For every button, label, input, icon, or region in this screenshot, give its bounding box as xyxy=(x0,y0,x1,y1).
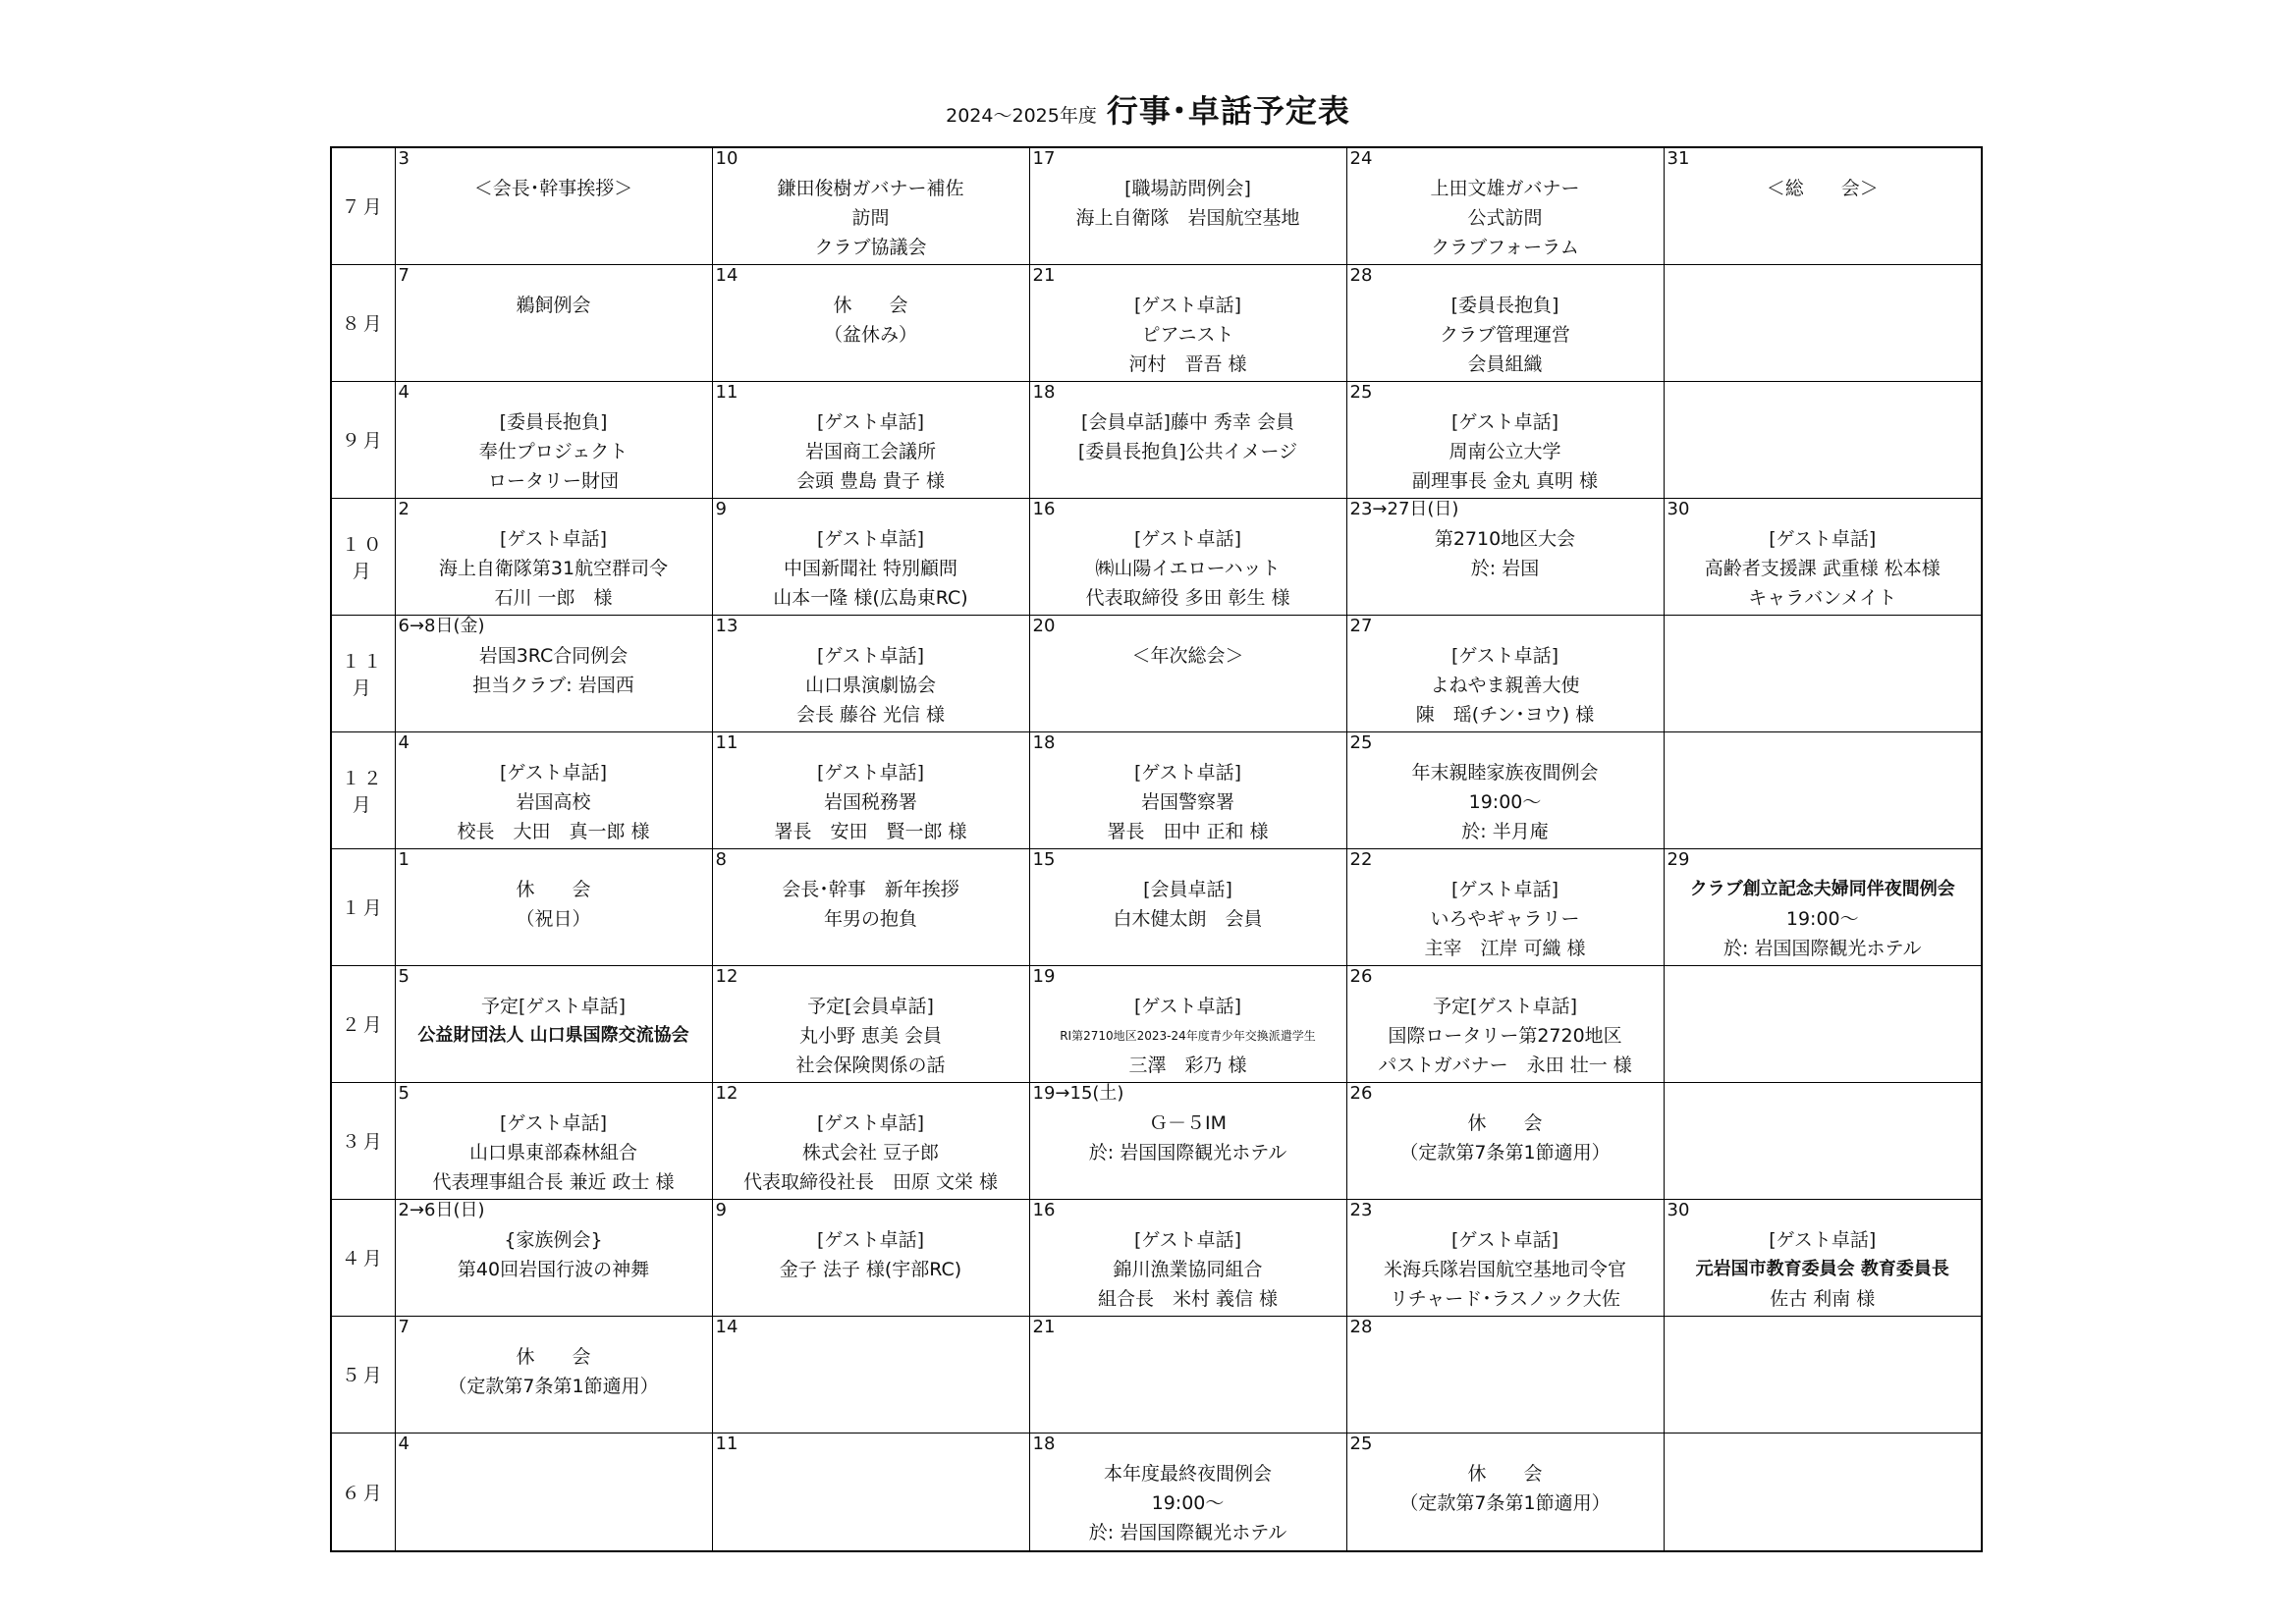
schedule-cell xyxy=(395,1433,712,1551)
event-line: [委員長抱負] xyxy=(1450,294,1559,316)
meeting-date: 26 xyxy=(1349,965,1373,987)
event-line: [ゲスト卓話] xyxy=(1450,644,1559,667)
meeting-date: 4 xyxy=(398,1433,410,1454)
event-line: 代表理事組合長 兼近 政士 様 xyxy=(432,1170,675,1193)
event-line: [会員卓話] xyxy=(1143,878,1232,900)
schedule-body xyxy=(331,147,1982,1551)
month-label: ９月 xyxy=(331,381,395,498)
event-line: 佐古 利南 様 xyxy=(1770,1287,1876,1310)
meeting-date: 14 xyxy=(715,1316,738,1337)
event-line: [ゲスト卓話] xyxy=(1133,1228,1242,1251)
month-label: ７月 xyxy=(331,147,395,264)
schedule-cell xyxy=(712,965,1029,1082)
month-row xyxy=(331,498,1982,615)
month-label: ８月 xyxy=(331,264,395,381)
meeting-date: 9 xyxy=(715,1199,727,1220)
schedule-cell xyxy=(1346,615,1664,731)
schedule-cell xyxy=(1346,498,1664,615)
event-line: 山本一隆 様(広島東RC) xyxy=(773,586,968,609)
schedule-cell xyxy=(1664,965,1982,1082)
event-line: [ゲスト卓話] xyxy=(816,761,925,784)
event-line: 代表取締役社長 田原 文栄 様 xyxy=(742,1170,999,1193)
meeting-date: 19→15(土) xyxy=(1032,1082,1124,1104)
meeting-date: 4 xyxy=(398,731,410,753)
month-row xyxy=(331,1316,1982,1433)
schedule-cell xyxy=(1346,381,1664,498)
meeting-date: 2→6日(日) xyxy=(398,1199,485,1220)
schedule-cell xyxy=(1029,1199,1346,1316)
month-label: ２月 xyxy=(331,965,395,1082)
month-row xyxy=(331,147,1982,264)
schedule-cell xyxy=(1346,965,1664,1082)
event-line: [職場訪問例会] xyxy=(1124,178,1251,199)
schedule-cell xyxy=(1029,1082,1346,1199)
meeting-date: 31 xyxy=(1667,148,1690,169)
meeting-date: 29 xyxy=(1667,848,1690,870)
meeting-date: 27 xyxy=(1349,615,1373,636)
schedule-cell xyxy=(712,381,1029,498)
event-line: （祝日） xyxy=(516,907,591,930)
event-line: 主宰 江岸 可織 様 xyxy=(1424,937,1586,959)
schedule-cell xyxy=(712,498,1029,615)
meeting-date: 23→27日(日) xyxy=(1349,498,1459,519)
schedule-cell xyxy=(1346,1316,1664,1433)
month-label: ５月 xyxy=(331,1316,395,1433)
event-line: 本年度最終夜間例会 xyxy=(1103,1462,1272,1485)
event-line: 金子 法子 様(宇部RC) xyxy=(779,1258,962,1280)
event-line: 上田文雄ガバナー xyxy=(1430,178,1580,199)
event-line: 校長 大田 真一郎 様 xyxy=(457,820,650,842)
schedule-cell xyxy=(395,1199,712,1316)
schedule-cell xyxy=(712,1082,1029,1199)
month-row xyxy=(331,848,1982,965)
event-line: 休 会 xyxy=(516,1345,591,1368)
event-line: 岩国警察署 xyxy=(1140,790,1234,813)
event-line: 第40回岩国行波の神舞 xyxy=(457,1258,650,1280)
event-line: [ゲスト卓話] xyxy=(1450,410,1559,433)
schedule-cell xyxy=(1346,848,1664,965)
event-line: Ｇ－５IM xyxy=(1149,1111,1227,1134)
meeting-date: 12 xyxy=(715,1082,738,1104)
event-line: クラブ協議会 xyxy=(814,237,927,258)
event-line: パストガバナー 永田 壮一 様 xyxy=(1378,1054,1632,1076)
event-line: 年男の抱負 xyxy=(823,907,917,930)
event-line: 鎌田俊樹ガバナー補佐 xyxy=(777,178,964,199)
event-line: 会長･幹事 新年挨拶 xyxy=(782,878,959,900)
event-line: 中国新聞社 特別顧問 xyxy=(783,557,958,579)
schedule-cell xyxy=(1664,264,1982,381)
meeting-date: 7 xyxy=(398,1316,410,1337)
meeting-date: 19 xyxy=(1032,965,1056,987)
event-line: 予定[ゲスト卓話] xyxy=(480,995,627,1017)
schedule-cell xyxy=(712,1316,1029,1433)
schedule-cell xyxy=(1664,848,1982,965)
month-row xyxy=(331,1082,1982,1199)
event-line: 第2710地区大会 xyxy=(1434,527,1576,550)
schedule-cell xyxy=(395,965,712,1082)
event-line: 山口県演劇協会 xyxy=(804,674,936,696)
event-line: 於: 岩国 xyxy=(1470,557,1540,579)
event-line: 陳 瑶(チン･ヨウ) 様 xyxy=(1415,703,1595,726)
event-line: 鵜飼例会 xyxy=(516,294,591,316)
schedule-cell xyxy=(1346,1433,1664,1551)
schedule-cell xyxy=(395,848,712,965)
schedule-cell xyxy=(712,731,1029,848)
event-line: 於: 岩国国際観光ホテル xyxy=(1723,937,1922,959)
event-line: （定款第7条第1節適用） xyxy=(1399,1491,1611,1514)
meeting-date: 28 xyxy=(1349,1316,1373,1337)
event-line: クラブフォーラム xyxy=(1431,237,1579,258)
event-line: ロータリー財団 xyxy=(487,469,619,492)
event-line: ㈱山陽イエローハット xyxy=(1095,557,1281,579)
meeting-date: 16 xyxy=(1032,1199,1056,1220)
meeting-date: 30 xyxy=(1667,498,1690,519)
month-label: ４月 xyxy=(331,1199,395,1316)
event-line: リチャード･ラスノック大佐 xyxy=(1390,1287,1620,1310)
meeting-date: 18 xyxy=(1032,731,1056,753)
schedule-cell xyxy=(712,147,1029,264)
event-line: [ゲスト卓話] xyxy=(1133,294,1242,316)
event-line: 代表取締役 多田 彰生 様 xyxy=(1085,586,1290,609)
event-line: [ゲスト卓話] xyxy=(499,527,608,550)
event-line: 公式訪問 xyxy=(1467,207,1543,229)
event-line: クラブ創立記念夫婦同伴夜間例会 xyxy=(1689,878,1955,899)
event-line: 19:00～ xyxy=(1785,907,1859,930)
event-line: 公益財団法人 山口県国際交流協会 xyxy=(417,1024,689,1046)
event-line: 於: 岩国国際観光ホテル xyxy=(1088,1141,1287,1163)
meeting-date: 30 xyxy=(1667,1199,1690,1220)
event-line: 国際ロータリー第2720地区 xyxy=(1388,1024,1622,1047)
meeting-date: 1 xyxy=(398,848,410,870)
event-line: RI第2710地区2023-24年度青少年交換派遣学生 xyxy=(1060,1028,1316,1043)
event-line: 休 会 xyxy=(1467,1462,1543,1485)
meeting-date: 20 xyxy=(1032,615,1056,636)
meeting-date: 26 xyxy=(1349,1082,1373,1104)
event-line: （定款第7条第1節適用） xyxy=(1399,1141,1611,1163)
event-line: （盆休み） xyxy=(823,323,917,346)
event-line: 岩国高校 xyxy=(516,790,591,813)
month-row xyxy=(331,381,1982,498)
month-label: １月 xyxy=(331,848,395,965)
event-line: 担当クラブ: 岩国西 xyxy=(472,674,634,696)
event-line: 署長 安田 賢一郎 様 xyxy=(774,820,967,842)
schedule-cell xyxy=(395,1316,712,1433)
event-line: 海上自衛隊 岩国航空基地 xyxy=(1075,207,1300,229)
event-line: 河村 晋吾 様 xyxy=(1128,352,1247,375)
event-line: [会員卓話]藤中 秀幸 会員 xyxy=(1081,410,1294,433)
schedule-cell xyxy=(712,615,1029,731)
schedule-cell xyxy=(1346,264,1664,381)
event-line: 岩国3RC合同例会 xyxy=(478,644,629,667)
meeting-date: 11 xyxy=(715,731,738,753)
meeting-date: 21 xyxy=(1032,1316,1056,1337)
event-line: 会長 藤谷 光信 様 xyxy=(795,703,946,726)
event-line: 高齢者支援課 武重様 松本様 xyxy=(1704,557,1941,579)
event-line: ピアニスト xyxy=(1141,323,1234,346)
month-row xyxy=(331,1199,1982,1316)
schedule-cell xyxy=(712,848,1029,965)
meeting-date: 11 xyxy=(715,381,738,403)
event-line: ＜会長･幹事挨拶＞ xyxy=(473,178,633,199)
meeting-date: 16 xyxy=(1032,498,1056,519)
event-line: 於: 半月庵 xyxy=(1461,820,1549,842)
meeting-date: 12 xyxy=(715,965,738,987)
month-row xyxy=(331,965,1982,1082)
event-line: 予定[会員卓話] xyxy=(807,995,934,1017)
event-line: 会頭 豊島 貴子 様 xyxy=(795,469,946,492)
month-row xyxy=(331,731,1982,848)
schedule-cell xyxy=(1664,381,1982,498)
event-line: 社会保険関係の話 xyxy=(795,1054,946,1076)
schedule-cell xyxy=(1029,498,1346,615)
schedule-cell xyxy=(1346,147,1664,264)
event-line: 於: 岩国国際観光ホテル xyxy=(1088,1521,1287,1543)
schedule-cell xyxy=(1664,147,1982,264)
schedule-cell xyxy=(395,731,712,848)
schedule-cell xyxy=(1346,1199,1664,1316)
meeting-date: 14 xyxy=(715,264,738,286)
event-line: 石川 一郎 様 xyxy=(494,586,613,609)
event-line: 周南公立大学 xyxy=(1449,440,1561,462)
event-line: [ゲスト卓話] xyxy=(816,410,925,433)
event-line: [ゲスト卓話] xyxy=(1450,878,1559,900)
month-label: １０月 xyxy=(331,498,395,615)
event-line: 会員組織 xyxy=(1467,352,1543,375)
schedule-cell xyxy=(1346,1082,1664,1199)
meeting-date: 4 xyxy=(398,381,410,403)
month-label: １１月 xyxy=(331,615,395,731)
schedule-cell xyxy=(395,498,712,615)
meeting-date: 10 xyxy=(715,148,738,169)
fiscal-year-label: 2024～2025年度 xyxy=(946,105,1097,127)
schedule-cell xyxy=(1664,1199,1982,1316)
event-line: 白木健太朗 会員 xyxy=(1113,907,1263,930)
event-line: ＜総 会＞ xyxy=(1766,178,1879,199)
meeting-date: 9 xyxy=(715,498,727,519)
schedule-cell xyxy=(395,381,712,498)
schedule-cell xyxy=(395,264,712,381)
meeting-date: 25 xyxy=(1349,1433,1373,1454)
event-line: [委員長抱負]公共イメージ xyxy=(1077,440,1298,462)
schedule-cell xyxy=(1029,1316,1346,1433)
event-line: 奉仕プロジェクト xyxy=(478,440,629,462)
meeting-date: 18 xyxy=(1032,381,1056,403)
schedule-cell xyxy=(712,264,1029,381)
meeting-date: 6→8日(金) xyxy=(398,615,485,636)
meeting-date: 13 xyxy=(715,615,738,636)
meeting-date: 28 xyxy=(1349,264,1373,286)
meeting-date: 15 xyxy=(1032,848,1056,870)
schedule-cell xyxy=(395,147,712,264)
schedule-cell xyxy=(712,1433,1029,1551)
event-line: よねやま親善大使 xyxy=(1430,674,1580,696)
event-line: 錦川漁業協同組合 xyxy=(1113,1258,1263,1280)
event-line: （定款第7条第1節適用） xyxy=(448,1375,659,1397)
meeting-date: 22 xyxy=(1349,848,1373,870)
event-line: 山口県東部森林組合 xyxy=(468,1141,637,1163)
month-label: ３月 xyxy=(331,1082,395,1199)
event-line: [ゲスト卓話] xyxy=(1450,1228,1559,1251)
event-line: 休 会 xyxy=(833,294,908,316)
event-line: クラブ管理運営 xyxy=(1439,323,1570,346)
meeting-date: 11 xyxy=(715,1433,738,1454)
event-line: [ゲスト卓話] xyxy=(499,1111,608,1134)
event-line: 訪問 xyxy=(851,207,890,229)
schedule-cell xyxy=(1664,1433,1982,1551)
event-line: 三澤 彩乃 様 xyxy=(1128,1054,1247,1076)
meeting-date: 5 xyxy=(398,1082,410,1104)
schedule-cell xyxy=(1664,498,1982,615)
event-line: [ゲスト卓話] xyxy=(1133,995,1242,1017)
schedule-cell xyxy=(395,615,712,731)
event-line: [ゲスト卓話] xyxy=(816,1228,925,1251)
event-line: 丸小野 恵美 会員 xyxy=(798,1024,943,1047)
schedule-cell xyxy=(1664,731,1982,848)
event-line: 休 会 xyxy=(1467,1111,1543,1134)
meeting-date: 3 xyxy=(398,148,410,169)
event-line: 株式会社 豆子郎 xyxy=(801,1141,940,1163)
schedule-cell xyxy=(1029,1433,1346,1551)
event-line: 副理事長 金丸 真明 様 xyxy=(1411,469,1599,492)
event-line: 海上自衛隊第31航空群司令 xyxy=(438,557,669,579)
schedule-cell xyxy=(1029,615,1346,731)
document-title: 行事･卓話予定表 xyxy=(1106,92,1350,130)
event-line: [ゲスト卓話] xyxy=(499,761,608,784)
meeting-date: 25 xyxy=(1349,381,1373,403)
event-line: [ゲスト卓話] xyxy=(816,1111,925,1134)
event-line: 19:00～ xyxy=(1151,1491,1225,1514)
meeting-date: 23 xyxy=(1349,1199,1373,1220)
schedule-cell xyxy=(1664,1082,1982,1199)
schedule-cell xyxy=(1029,264,1346,381)
event-line: いろやギャラリー xyxy=(1430,907,1580,930)
event-line: [ゲスト卓話] xyxy=(816,644,925,667)
month-label: １２月 xyxy=(331,731,395,848)
meeting-date: 5 xyxy=(398,965,410,987)
event-line: [ゲスト卓話] xyxy=(1769,527,1877,550)
month-label: ６月 xyxy=(331,1433,395,1551)
event-line: 組合長 米村 義信 様 xyxy=(1097,1287,1279,1310)
schedule-cell xyxy=(1029,848,1346,965)
event-line: 署長 田中 正和 様 xyxy=(1107,820,1269,842)
event-line: 休 会 xyxy=(516,878,591,900)
month-row xyxy=(331,264,1982,381)
schedule-cell xyxy=(1029,731,1346,848)
month-row xyxy=(331,615,1982,731)
meeting-date: 24 xyxy=(1349,148,1373,169)
event-line: 元岩国市教育委員会 教育委員長 xyxy=(1695,1258,1949,1279)
meeting-date: 8 xyxy=(715,848,727,870)
meeting-date: 7 xyxy=(398,264,410,286)
meeting-date: 21 xyxy=(1032,264,1056,286)
event-line: [ゲスト卓話] xyxy=(1133,761,1242,784)
schedule-cell xyxy=(1346,731,1664,848)
event-line: 岩国商工会議所 xyxy=(804,440,936,462)
schedule-cell xyxy=(1664,1316,1982,1433)
event-line: キャラバンメイト xyxy=(1748,586,1897,609)
event-line: 岩国税務署 xyxy=(823,790,917,813)
event-line: 米海兵隊岩国航空基地司令官 xyxy=(1383,1258,1626,1280)
schedule-cell xyxy=(1029,381,1346,498)
event-line: [ゲスト卓話] xyxy=(1769,1228,1877,1251)
schedule-cell xyxy=(1029,147,1346,264)
schedule-table xyxy=(330,146,1983,1552)
event-line: [委員長抱負] xyxy=(499,410,608,433)
meeting-date: 2 xyxy=(398,498,410,519)
meeting-date: 18 xyxy=(1032,1433,1056,1454)
event-line: ＜年次総会＞ xyxy=(1131,644,1244,667)
event-line: 年末親睦家族夜間例会 xyxy=(1411,761,1599,784)
document-heading xyxy=(0,86,2296,132)
schedule-cell xyxy=(712,1199,1029,1316)
event-line: [ゲスト卓話] xyxy=(816,527,925,550)
meeting-date: 25 xyxy=(1349,731,1373,753)
event-line: {家族例会} xyxy=(504,1228,603,1251)
meeting-date: 17 xyxy=(1032,148,1056,169)
schedule-cell xyxy=(395,1082,712,1199)
month-row xyxy=(331,1433,1982,1551)
event-line: 予定[ゲスト卓話] xyxy=(1432,995,1578,1017)
schedule-cell xyxy=(1664,615,1982,731)
event-line: [ゲスト卓話] xyxy=(1133,527,1242,550)
event-line: 19:00～ xyxy=(1468,790,1542,813)
schedule-cell xyxy=(1029,965,1346,1082)
